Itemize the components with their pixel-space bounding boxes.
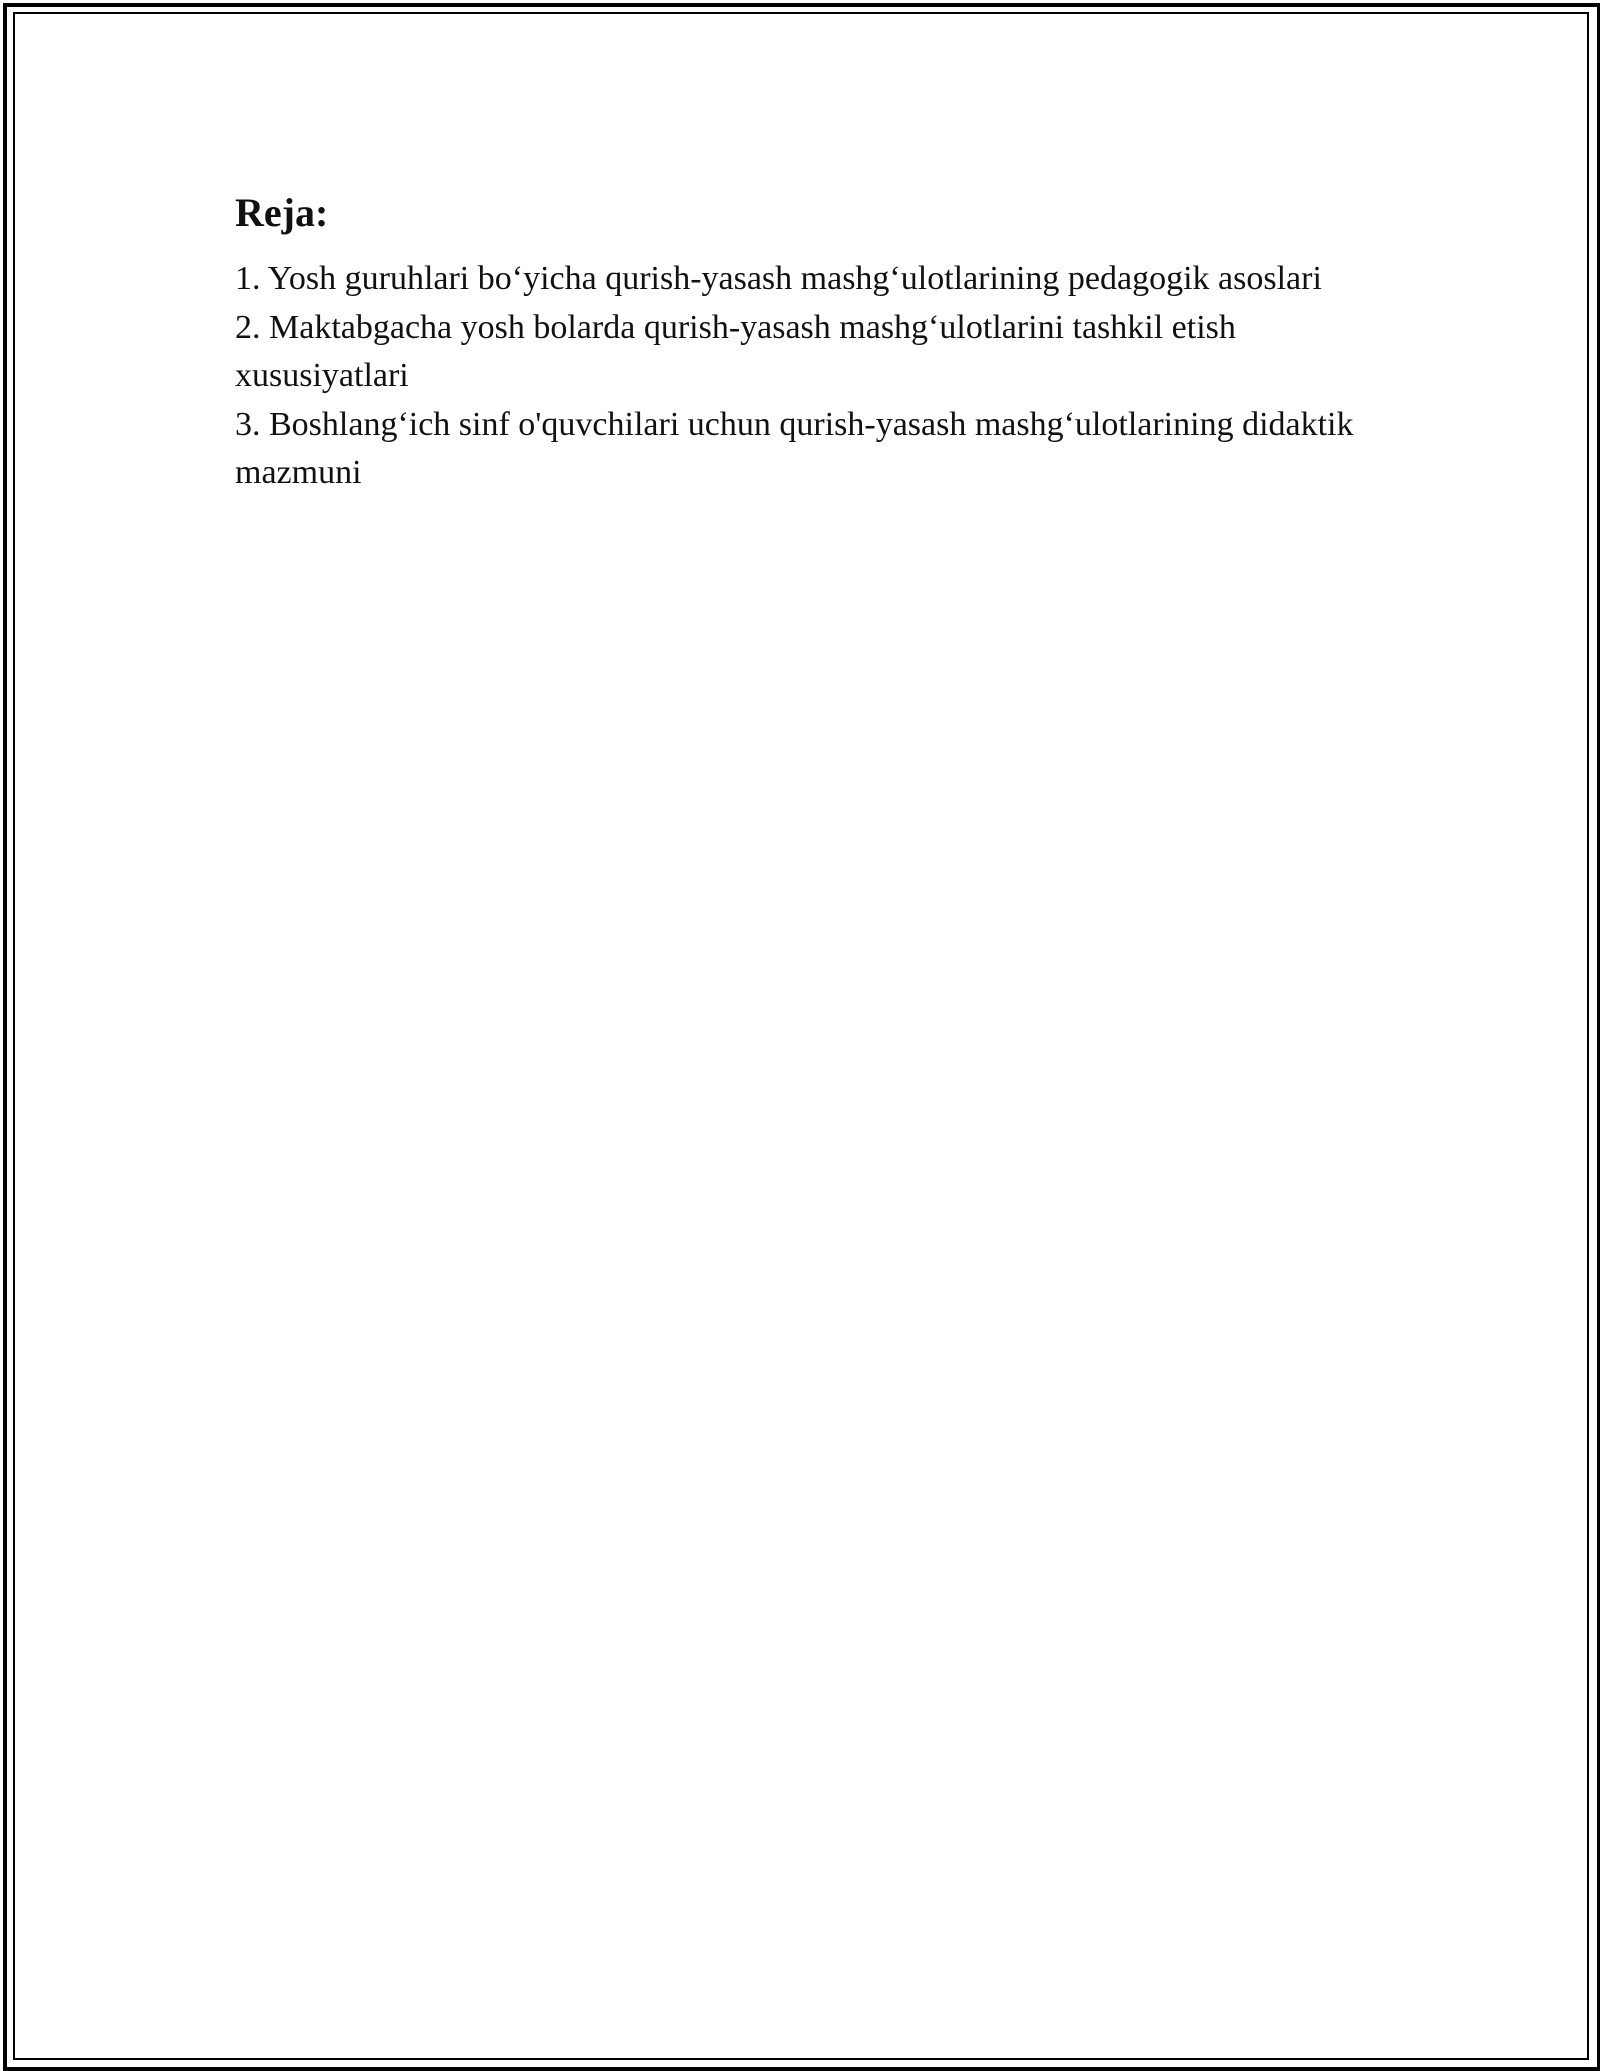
plan-item-1: 1. Yosh guruhlari bo‘yicha qurish-yasash mashg‘ulotlarining pedagogik asoslari [235, 260, 1322, 297]
plan-list [235, 255, 1355, 498]
document-body [235, 185, 1355, 498]
plan-item-2: 2. Maktabgacha yosh bolarda qurish-yasash mashg‘ulotlarini tashkil etish xususiyatlari [235, 308, 1236, 394]
plan-heading: Reja: [235, 190, 329, 235]
plan-item-3: 3. Boshlang‘ich sinf o'quvchilari uchun qurish-yasash mashg‘ulotlarining didaktik mazmuni [235, 405, 1354, 491]
